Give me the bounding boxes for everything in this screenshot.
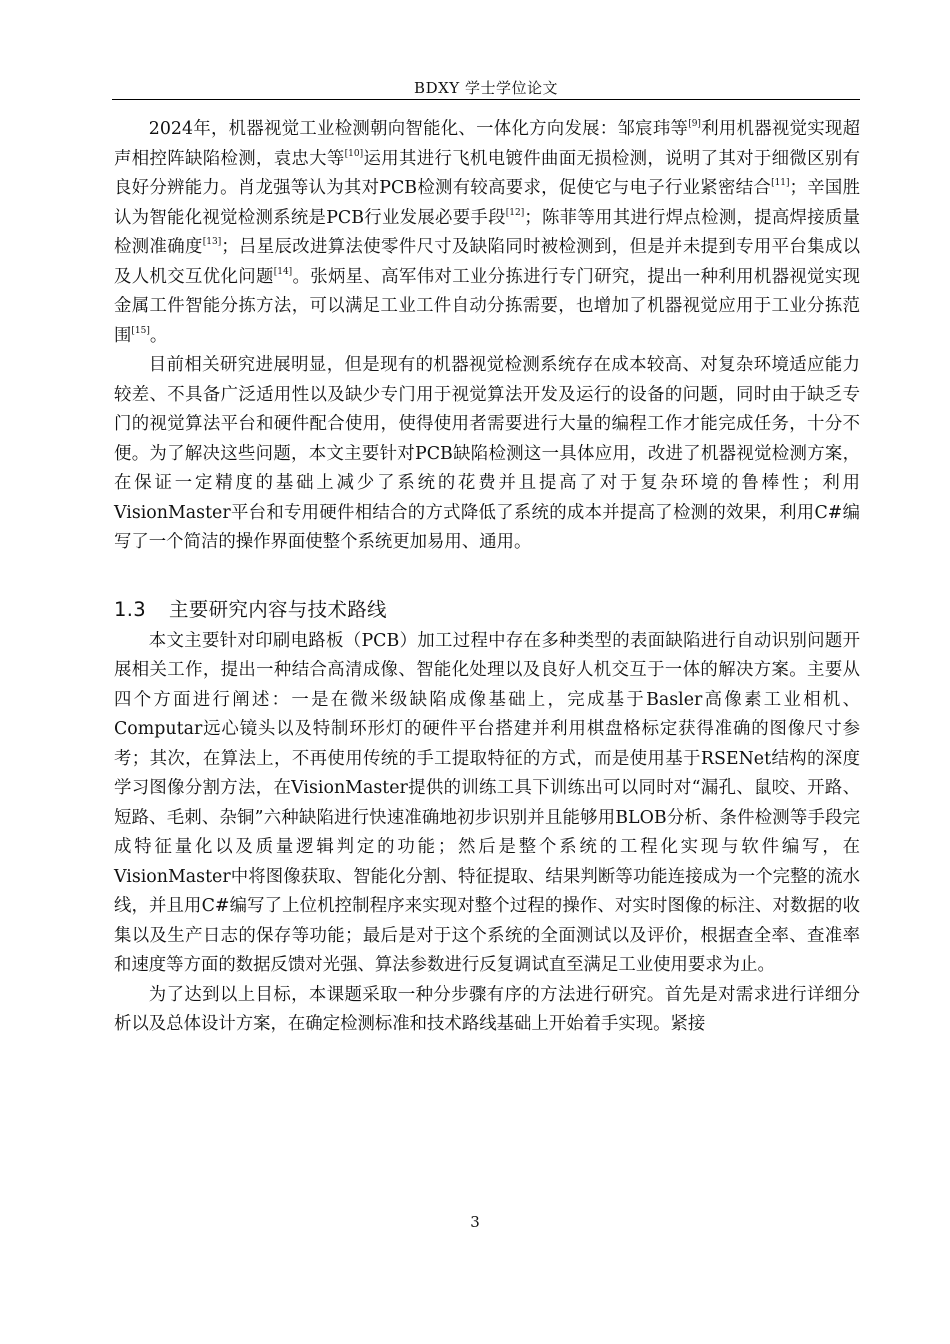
paragraph-text: 。张炳星、高军伟对工业分拣进行专门研究，提出一种利用机器视觉实现金属工件智能分拣方法，可以满足工业工件自动分拣需要，也增加了机器视觉应用于工业分拣范围 (114, 266, 860, 346)
paragraph-text: 。 (149, 325, 168, 346)
citation-ref: [14] (273, 266, 293, 277)
body-paragraph (114, 981, 860, 1040)
citation-ref: [13] (202, 237, 222, 247)
paragraph-text: ；辛国胜认为智能化视觉检测系统是PCB行业发展必要手段 (114, 178, 860, 228)
citation-ref: [11] (771, 178, 790, 188)
paragraph-text: 利用机器视觉实现超声相控阵缺陷检测，袁忠大等 (114, 119, 860, 169)
paragraph-text: 目前相关研究进展明显，但是现有的机器视觉检测系统存在成本较高、对复杂环境适应能力较差、不具备广泛适用性以及缺少专门用于视觉算法开发及运行的设备的问题，同时由于缺乏专门的视觉算法平台和硬件配合使用，使得使用者需要进行大量的编程工作才能完成任务，十分不便。为了解决这些问题，本文主要针对PCB缺陷检测这一具体应用，改进了机器视觉检测方案，在保证一定精度的基础上减少了系统的花费并且提高了对于复杂环境的鲁棒性；利用VisionMaster平台和专用硬件相结合的方式降低了系统的成本并提高了检测的效果，利用C#编写了一个简洁的操作界面使整个系统更加易用、通用。 (114, 355, 860, 552)
paragraph-text: 2024年，机器视觉工业检测朝向智能化、一体化方向发展：邹宸玮等 (148, 119, 689, 139)
body-paragraph (114, 351, 860, 558)
paragraph-text: ；陈菲等用其进行焊点检测，提高焊接质量检测准确度 (114, 207, 860, 257)
page-number: 3 (470, 1213, 480, 1231)
header-rule (112, 99, 860, 100)
section-number: 1.3 (114, 597, 146, 621)
section-title: 主要研究内容与技术路线 (169, 597, 387, 621)
citation-ref: [12] (505, 207, 525, 218)
body-paragraph (114, 627, 860, 981)
body-paragraph (114, 115, 860, 351)
citation-ref: [15] (131, 325, 150, 336)
paragraph-text: 为了达到以上目标，本课题采取一种分步骤有序的方法进行研究。首先是对需求进行详细分析以及总体设计方案，在确定检测标准和技术路线基础上开始着手实现。紧接 (114, 984, 860, 1034)
citation-ref: [9] (688, 119, 701, 129)
section-heading (114, 595, 860, 625)
running-header: BDXY 学士学位论文 (414, 79, 558, 97)
paragraph-text: 运用其进行飞机电镀件曲面无损检测，说明了其对于细微区别有良好分辨能力。肖龙强等认为其对PCB检测有较高要求，促使它与电子行业紧密结合 (114, 148, 860, 198)
page-body (114, 115, 860, 1040)
paragraph-text: ；吕星辰改进算法使零件尺寸及缺陷同时被检测到，但是并未提到专用平台集成以及人机交互优化问题 (114, 237, 860, 287)
paragraphs-before-section (114, 115, 860, 558)
paragraphs-after-section (114, 627, 860, 1040)
citation-ref: [10] (344, 148, 364, 159)
paragraph-text: 本文主要针对印刷电路板（PCB）加工过程中存在多种类型的表面缺陷进行自动识别问题开展相关工作，提出一种结合高清成像、智能化处理以及良好人机交互于一体的解决方案。主要从四个方面进行阐述：一是在微米级缺陷成像基础上，完成基于Basler高像素工业相机、Computar远心镜头以及特制环形灯的硬件平台搭建并利用棋盘格标定获得准确的图像尺寸参考；其次，在算法上，不再使用传统的手工提取特征的方式，而是使用基于RSENet结构的深度学习图像分割方法，在VisionMaster提供的训练工具下训练出可以同时对“漏孔、鼠咬、开路、短路、毛刺、杂铜”六种缺陷进行快速准确地初步识别并且能够用BLOB分析、条件检测等手段完成特征量化以及质量逻辑判定的功能；然后是整个系统的工程化实现与软件编写，在VisionMaster中将图像获取、智能化分割、特征提取、结果判断等功能连接成为一个完整的流水线，并且用C#编写了上位机控制程序来实现对整个过程的操作、对实时图像的标注、对数据的收集以及生产日志的保存等功能；最后是对于这个系统的全面测试以及评价，根据查全率、查准率和速度等方面的数据反馈对光强、算法参数进行反复调试直至满足工业使用要求为止。 (114, 630, 860, 975)
